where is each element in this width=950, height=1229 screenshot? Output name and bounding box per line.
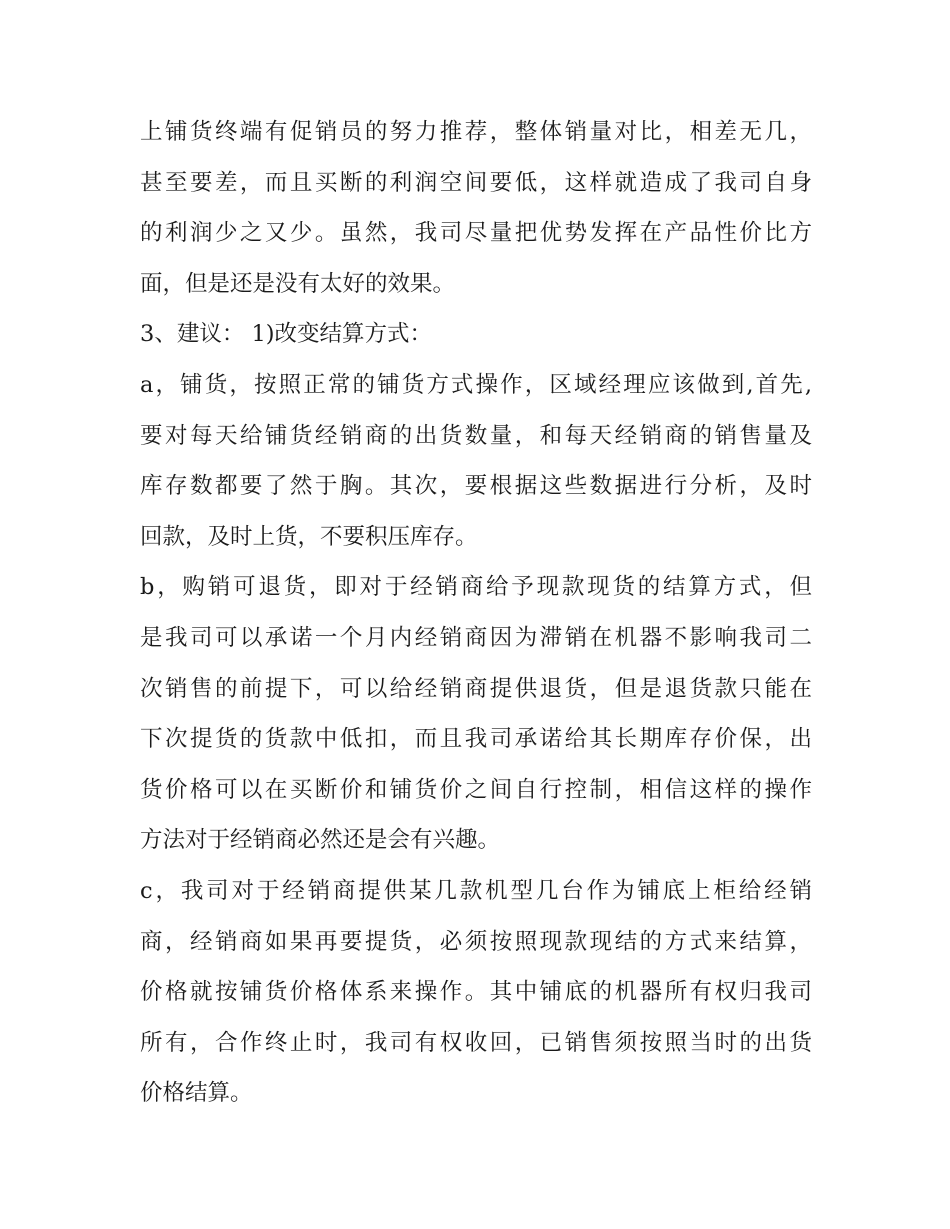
text-line: 回款，及时上货，不要积压库存。: [140, 523, 478, 550]
text-line: 上铺货终端有促销员的努力推荐，整体销量对比，相差无几，: [140, 119, 812, 145]
document-body: [140, 107, 812, 1119]
paragraph-intro: [140, 107, 812, 309]
section-heading: 3、建议： 1)改变结算方式：: [140, 321, 433, 348]
text-line: a，铺货，按照正常的铺货方式操作，区域经理应该做到,首先,: [140, 371, 812, 398]
text-line: 方法对于经销商必然还是会有兴趣。: [140, 827, 501, 854]
text-line: 下次提货的货款中低扣，而且我司承诺给其长期库存价保，出: [140, 726, 812, 753]
text-line: 甚至要差，而且买断的利润空间要低，这样就造成了我司自身: [140, 169, 812, 196]
text-line: 货价格可以在买断价和铺货价之间自行控制，相信这样的操作: [140, 776, 812, 803]
paragraph-item-c: [140, 866, 812, 1119]
text-line: 所有，合作终止时，我司有权收回，已销售须按照当时的出货: [140, 1029, 812, 1056]
paragraph-item-b: [140, 562, 812, 866]
text-line: 价格就按铺货价格体系来操作。其中铺底的机器所有权归我司: [140, 979, 812, 1006]
text-line: 面，但是还是没有太好的效果。: [140, 270, 456, 297]
text-line: 商，经销商如果再要提货，必须按照现款现结的方式来结算，: [140, 928, 812, 955]
text-line: 库存数都要了然于胸。其次，要根据这些数据进行分析，及时: [140, 473, 812, 500]
text-line: 要对每天给铺货经销商的出货数量，和每天经销商的销售量及: [140, 422, 812, 449]
text-line: c，我司对于经销商提供某几款机型几台作为铺底上柜给经销: [140, 877, 812, 904]
text-line: 价格结算。: [140, 1080, 253, 1107]
paragraph-suggestion-heading: [140, 309, 812, 360]
paragraph-item-a: [140, 360, 812, 562]
text-line: 次销售的前提下，可以给经销商提供退货，但是退货款只能在: [140, 675, 812, 702]
text-line: 的利润少之又少。虽然，我司尽量把优势发挥在产品性价比方: [140, 220, 812, 247]
text-line: b，购销可退货，即对于经销商给予现款现货的结算方式，但: [140, 574, 812, 601]
text-line: 是我司可以承诺一个月内经销商因为滞销在机器不影响我司二: [140, 624, 812, 651]
